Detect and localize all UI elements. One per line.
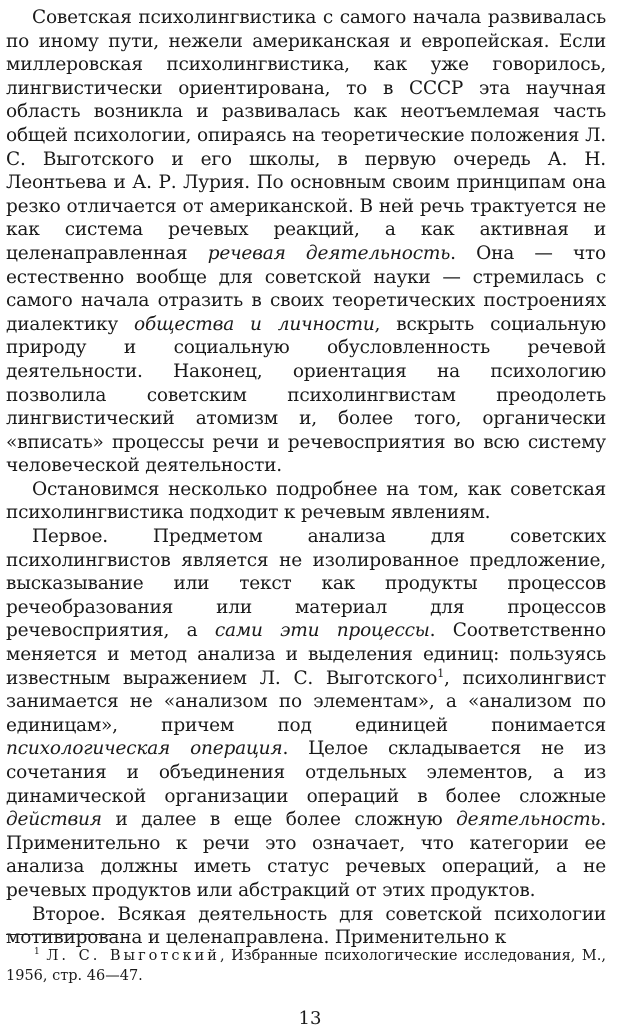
footnote-marker: 1: [34, 947, 40, 958]
footnote-divider: [6, 934, 118, 935]
italic-term: психологическая операция: [6, 738, 283, 760]
text-run: и далее в еще более сложную: [101, 809, 457, 831]
footnote: [6, 946, 606, 986]
text-run: , вскрыть социальную природу и социальную обусловленность речевой деятельности. Наконец, ориентация на психологию позволила советским психолингвистам преодолеть лингвистический атомизм и, более того, органически «вписать» процессы речи и речевосприятия во всю систему человеческой деятельности.: [6, 313, 606, 477]
text-run: . Применительно к речи это означает, что категории ее анализа должны иметь статус речевых операций, а не речевых продуктов или абстракций от этих продуктов.: [6, 809, 606, 901]
italic-term: деятельность: [456, 809, 601, 831]
text-run: . Целое складывается не из сочетания и объединения отдельных элементов, а из динамической организации операций в более сложные: [6, 738, 606, 807]
page-number: 13: [298, 1008, 322, 1029]
paragraph: [6, 6, 606, 478]
footnote-author: Л. С. Выготский: [46, 948, 220, 964]
text-run: Первое. Предметом анализа для советских психолингвистов является не изолированное предложение, высказывание или текст как продукты процессов речеобразования или материал для процессов речевосприятия, а: [6, 526, 606, 642]
footnote-reference: 1: [437, 666, 445, 680]
italic-term: общества и личности: [134, 313, 375, 335]
italic-term: речевая деятельность: [207, 242, 451, 264]
main-text: [6, 6, 606, 950]
text-run: Остановимся несколько подробнее на том, как советская психолингвистика подходит к речевым явлениям.: [6, 478, 606, 524]
text-run: . Соответственно меняется и метод анализа и выделения единиц: пользуясь известным выражением Л. С. Выготского: [6, 620, 606, 689]
text-run: Второе. Всякая деятельность для советской психологии мотивирована и целенаправлена. Применительно к: [6, 903, 606, 949]
italic-term: сами эти процессы: [214, 620, 430, 642]
italic-term: действия: [6, 809, 102, 831]
paragraph: [6, 478, 606, 525]
footnote-text: , Избранные психологические исследования, М., 1956, стр. 46—47.: [6, 948, 606, 984]
paragraph: [6, 525, 606, 903]
paragraph: [6, 903, 606, 950]
text-run: Советская психолингвистика с самого начала развивалась по иному пути, нежели американская и европейская. Если миллеровская психолингвистика, как уже говорилось, лингвистически ориентирована, то в СССР эта научная область возникла и развивалась как неотъемлемая часть общей психологии, опираясь на теоретические положения Л. С. Выготского и его школы, в первую очередь А. Н. Леонтьева и А. Р. Лурия. По основным своим принципам она резко отличается от американской. В ней речь трактуется не как система речевых реакций, а как активная и целенаправленная: [6, 7, 606, 264]
text-run: , психолингвист занимается не «анализом по элементам», а «анализом по единицам», причем под единицей понимается: [6, 667, 606, 736]
text-run: . Она — что естественно вообще для советской науки — стремилась с самого начала отразить в своих теоретических построениях диалектику: [6, 242, 606, 335]
